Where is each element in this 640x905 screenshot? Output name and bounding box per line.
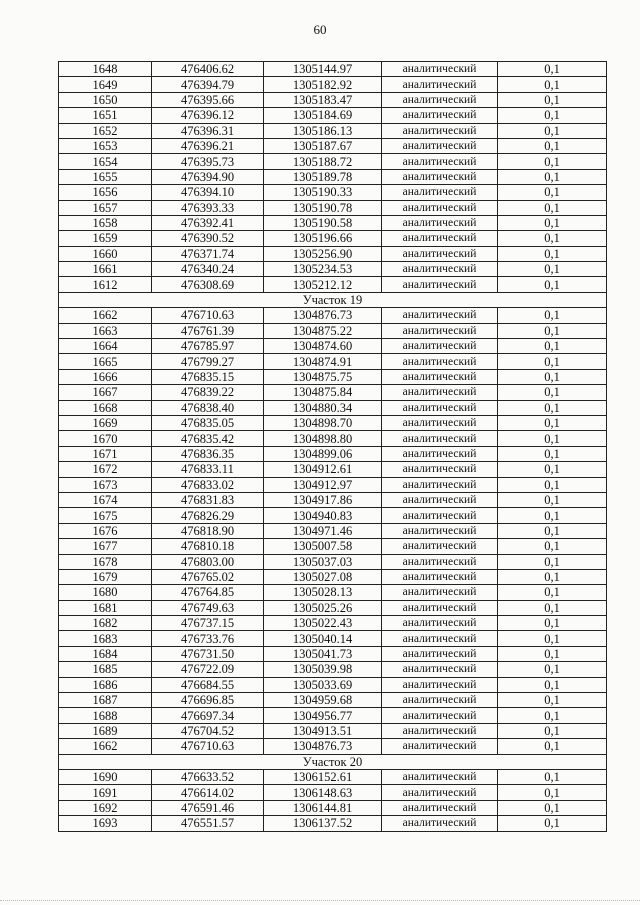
coordinates-table [58, 61, 607, 832]
accuracy-cell: 0,1 [498, 431, 607, 446]
section-header-row [59, 292, 607, 307]
accuracy-cell: 0,1 [498, 477, 607, 492]
y-coordinate-cell: 1305189.78 [264, 169, 382, 184]
point-number-cell: 1655 [59, 169, 152, 184]
point-number-cell: 1687 [59, 693, 152, 708]
method-cell: аналитический [382, 123, 498, 138]
method-cell: аналитический [382, 739, 498, 754]
table-row [59, 108, 607, 123]
point-number-cell: 1664 [59, 339, 152, 354]
y-coordinate-cell: 1305037.03 [264, 554, 382, 569]
y-coordinate-cell: 1305190.78 [264, 200, 382, 215]
point-number-cell: 1660 [59, 246, 152, 261]
accuracy-cell: 0,1 [498, 385, 607, 400]
y-coordinate-cell: 1305190.58 [264, 215, 382, 230]
point-number-cell: 1691 [59, 785, 152, 800]
method-cell: аналитический [382, 415, 498, 430]
y-coordinate-cell: 1304956.77 [264, 708, 382, 723]
y-coordinate-cell: 1304876.73 [264, 308, 382, 323]
method-cell: аналитический [382, 185, 498, 200]
y-coordinate-cell: 1305196.66 [264, 231, 382, 246]
y-coordinate-cell: 1304875.84 [264, 385, 382, 400]
x-coordinate-cell: 476835.05 [152, 415, 264, 430]
x-coordinate-cell: 476818.90 [152, 523, 264, 538]
table-row [59, 769, 607, 784]
table-row [59, 277, 607, 292]
x-coordinate-cell: 476396.31 [152, 123, 264, 138]
point-number-cell: 1650 [59, 92, 152, 107]
method-cell: аналитический [382, 492, 498, 507]
point-number-cell: 1654 [59, 154, 152, 169]
table-row [59, 354, 607, 369]
scan-edge-line [0, 900, 640, 901]
accuracy-cell: 0,1 [498, 92, 607, 107]
table-row [59, 369, 607, 384]
table-row [59, 185, 607, 200]
method-cell: аналитический [382, 62, 498, 77]
x-coordinate-cell: 476722.09 [152, 662, 264, 677]
method-cell: аналитический [382, 508, 498, 523]
method-cell: аналитический [382, 354, 498, 369]
accuracy-cell: 0,1 [498, 415, 607, 430]
x-coordinate-cell: 476696.85 [152, 693, 264, 708]
table-row [59, 446, 607, 461]
y-coordinate-cell: 1305025.26 [264, 600, 382, 615]
x-coordinate-cell: 476836.35 [152, 446, 264, 461]
x-coordinate-cell: 476340.24 [152, 262, 264, 277]
accuracy-cell: 0,1 [498, 492, 607, 507]
table-row [59, 400, 607, 415]
y-coordinate-cell: 1304898.80 [264, 431, 382, 446]
method-cell: аналитический [382, 323, 498, 338]
y-coordinate-cell: 1305144.97 [264, 62, 382, 77]
point-number-cell: 1692 [59, 800, 152, 815]
accuracy-cell: 0,1 [498, 323, 607, 338]
y-coordinate-cell: 1304899.06 [264, 446, 382, 461]
point-number-cell: 1693 [59, 816, 152, 831]
table-row [59, 169, 607, 184]
y-coordinate-cell: 1305187.67 [264, 138, 382, 153]
x-coordinate-cell: 476591.46 [152, 800, 264, 815]
y-coordinate-cell: 1305007.58 [264, 539, 382, 554]
table-row [59, 523, 607, 538]
y-coordinate-cell: 1305182.92 [264, 77, 382, 92]
method-cell: аналитический [382, 246, 498, 261]
method-cell: аналитический [382, 462, 498, 477]
accuracy-cell: 0,1 [498, 246, 607, 261]
point-number-cell: 1656 [59, 185, 152, 200]
method-cell: аналитический [382, 231, 498, 246]
table-row [59, 477, 607, 492]
accuracy-cell: 0,1 [498, 662, 607, 677]
point-number-cell: 1658 [59, 215, 152, 230]
point-number-cell: 1684 [59, 646, 152, 661]
accuracy-cell: 0,1 [498, 508, 607, 523]
y-coordinate-cell: 1304912.61 [264, 462, 382, 477]
accuracy-cell: 0,1 [498, 569, 607, 584]
x-coordinate-cell: 476731.50 [152, 646, 264, 661]
y-coordinate-cell: 1305184.69 [264, 108, 382, 123]
method-cell: аналитический [382, 816, 498, 831]
accuracy-cell: 0,1 [498, 123, 607, 138]
y-coordinate-cell: 1304913.51 [264, 723, 382, 738]
table-row [59, 508, 607, 523]
accuracy-cell: 0,1 [498, 154, 607, 169]
point-number-cell: 1649 [59, 77, 152, 92]
y-coordinate-cell: 1305033.69 [264, 677, 382, 692]
x-coordinate-cell: 476406.62 [152, 62, 264, 77]
point-number-cell: 1678 [59, 554, 152, 569]
x-coordinate-cell: 476396.12 [152, 108, 264, 123]
table-row [59, 154, 607, 169]
x-coordinate-cell: 476833.02 [152, 477, 264, 492]
table-row [59, 800, 607, 815]
method-cell: аналитический [382, 400, 498, 415]
method-cell: аналитический [382, 431, 498, 446]
x-coordinate-cell: 476394.90 [152, 169, 264, 184]
table-row [59, 123, 607, 138]
point-number-cell: 1677 [59, 539, 152, 554]
section-title: Участок 19 [59, 292, 607, 307]
accuracy-cell: 0,1 [498, 677, 607, 692]
accuracy-cell: 0,1 [498, 169, 607, 184]
table-row [59, 708, 607, 723]
y-coordinate-cell: 1306152.61 [264, 769, 382, 784]
table-row [59, 662, 607, 677]
accuracy-cell: 0,1 [498, 693, 607, 708]
x-coordinate-cell: 476308.69 [152, 277, 264, 292]
table-row [59, 785, 607, 800]
point-number-cell: 1669 [59, 415, 152, 430]
coordinates-table-body [59, 62, 607, 832]
x-coordinate-cell: 476803.00 [152, 554, 264, 569]
x-coordinate-cell: 476785.97 [152, 339, 264, 354]
x-coordinate-cell: 476839.22 [152, 385, 264, 400]
table-row [59, 262, 607, 277]
method-cell: аналитический [382, 200, 498, 215]
point-number-cell: 1688 [59, 708, 152, 723]
table-row [59, 215, 607, 230]
y-coordinate-cell: 1305234.53 [264, 262, 382, 277]
accuracy-cell: 0,1 [498, 215, 607, 230]
point-number-cell: 1679 [59, 569, 152, 584]
x-coordinate-cell: 476733.76 [152, 631, 264, 646]
x-coordinate-cell: 476614.02 [152, 785, 264, 800]
method-cell: аналитический [382, 569, 498, 584]
x-coordinate-cell: 476764.85 [152, 585, 264, 600]
x-coordinate-cell: 476394.79 [152, 77, 264, 92]
table-row [59, 385, 607, 400]
x-coordinate-cell: 476396.21 [152, 138, 264, 153]
point-number-cell: 1648 [59, 62, 152, 77]
method-cell: аналитический [382, 646, 498, 661]
y-coordinate-cell: 1305256.90 [264, 246, 382, 261]
accuracy-cell: 0,1 [498, 400, 607, 415]
x-coordinate-cell: 476826.29 [152, 508, 264, 523]
accuracy-cell: 0,1 [498, 108, 607, 123]
table-row [59, 600, 607, 615]
method-cell: аналитический [382, 616, 498, 631]
table-row [59, 616, 607, 631]
x-coordinate-cell: 476799.27 [152, 354, 264, 369]
y-coordinate-cell: 1306144.81 [264, 800, 382, 815]
method-cell: аналитический [382, 215, 498, 230]
method-cell: аналитический [382, 446, 498, 461]
accuracy-cell: 0,1 [498, 646, 607, 661]
point-number-cell: 1690 [59, 769, 152, 784]
method-cell: аналитический [382, 723, 498, 738]
accuracy-cell: 0,1 [498, 723, 607, 738]
x-coordinate-cell: 476835.42 [152, 431, 264, 446]
accuracy-cell: 0,1 [498, 277, 607, 292]
y-coordinate-cell: 1304875.22 [264, 323, 382, 338]
accuracy-cell: 0,1 [498, 446, 607, 461]
method-cell: аналитический [382, 708, 498, 723]
point-number-cell: 1612 [59, 277, 152, 292]
table-row [59, 323, 607, 338]
table-row [59, 492, 607, 507]
table-row [59, 308, 607, 323]
point-number-cell: 1661 [59, 262, 152, 277]
y-coordinate-cell: 1306148.63 [264, 785, 382, 800]
method-cell: аналитический [382, 339, 498, 354]
accuracy-cell: 0,1 [498, 585, 607, 600]
table-row [59, 539, 607, 554]
point-number-cell: 1668 [59, 400, 152, 415]
table-row [59, 200, 607, 215]
table-row [59, 339, 607, 354]
table-row [59, 554, 607, 569]
accuracy-cell: 0,1 [498, 339, 607, 354]
accuracy-cell: 0,1 [498, 354, 607, 369]
accuracy-cell: 0,1 [498, 138, 607, 153]
y-coordinate-cell: 1304912.97 [264, 477, 382, 492]
point-number-cell: 1685 [59, 662, 152, 677]
y-coordinate-cell: 1305186.13 [264, 123, 382, 138]
accuracy-cell: 0,1 [498, 62, 607, 77]
table-row [59, 693, 607, 708]
accuracy-cell: 0,1 [498, 462, 607, 477]
point-number-cell: 1665 [59, 354, 152, 369]
table-row [59, 677, 607, 692]
x-coordinate-cell: 476395.66 [152, 92, 264, 107]
x-coordinate-cell: 476710.63 [152, 308, 264, 323]
y-coordinate-cell: 1305188.72 [264, 154, 382, 169]
x-coordinate-cell: 476684.55 [152, 677, 264, 692]
accuracy-cell: 0,1 [498, 785, 607, 800]
method-cell: аналитический [382, 108, 498, 123]
point-number-cell: 1670 [59, 431, 152, 446]
table-row [59, 138, 607, 153]
accuracy-cell: 0,1 [498, 769, 607, 784]
y-coordinate-cell: 1304875.75 [264, 369, 382, 384]
y-coordinate-cell: 1305022.43 [264, 616, 382, 631]
x-coordinate-cell: 476392.41 [152, 215, 264, 230]
x-coordinate-cell: 476371.74 [152, 246, 264, 261]
section-title: Участок 20 [59, 754, 607, 769]
method-cell: аналитический [382, 277, 498, 292]
method-cell: аналитический [382, 308, 498, 323]
page-number: 60 [313, 22, 327, 37]
table-row [59, 246, 607, 261]
method-cell: аналитический [382, 600, 498, 615]
x-coordinate-cell: 476831.83 [152, 492, 264, 507]
table-row [59, 739, 607, 754]
table-row [59, 569, 607, 584]
method-cell: аналитический [382, 369, 498, 384]
y-coordinate-cell: 1305190.33 [264, 185, 382, 200]
method-cell: аналитический [382, 631, 498, 646]
x-coordinate-cell: 476761.39 [152, 323, 264, 338]
y-coordinate-cell: 1304874.60 [264, 339, 382, 354]
accuracy-cell: 0,1 [498, 308, 607, 323]
point-number-cell: 1682 [59, 616, 152, 631]
y-coordinate-cell: 1306137.52 [264, 816, 382, 831]
y-coordinate-cell: 1305028.13 [264, 585, 382, 600]
x-coordinate-cell: 476395.73 [152, 154, 264, 169]
method-cell: аналитический [382, 785, 498, 800]
y-coordinate-cell: 1305041.73 [264, 646, 382, 661]
point-number-cell: 1659 [59, 231, 152, 246]
point-number-cell: 1680 [59, 585, 152, 600]
x-coordinate-cell: 476704.52 [152, 723, 264, 738]
point-number-cell: 1681 [59, 600, 152, 615]
x-coordinate-cell: 476833.11 [152, 462, 264, 477]
method-cell: аналитический [382, 800, 498, 815]
method-cell: аналитический [382, 693, 498, 708]
method-cell: аналитический [382, 385, 498, 400]
x-coordinate-cell: 476551.57 [152, 816, 264, 831]
table-row [59, 62, 607, 77]
accuracy-cell: 0,1 [498, 77, 607, 92]
accuracy-cell: 0,1 [498, 800, 607, 815]
accuracy-cell: 0,1 [498, 231, 607, 246]
x-coordinate-cell: 476765.02 [152, 569, 264, 584]
x-coordinate-cell: 476810.18 [152, 539, 264, 554]
x-coordinate-cell: 476633.52 [152, 769, 264, 784]
point-number-cell: 1683 [59, 631, 152, 646]
point-number-cell: 1662 [59, 308, 152, 323]
accuracy-cell: 0,1 [498, 200, 607, 215]
method-cell: аналитический [382, 554, 498, 569]
x-coordinate-cell: 476838.40 [152, 400, 264, 415]
section-header-row [59, 754, 607, 769]
table-row [59, 723, 607, 738]
method-cell: аналитический [382, 92, 498, 107]
method-cell: аналитический [382, 477, 498, 492]
point-number-cell: 1686 [59, 677, 152, 692]
point-number-cell: 1657 [59, 200, 152, 215]
accuracy-cell: 0,1 [498, 739, 607, 754]
table-row [59, 231, 607, 246]
point-number-cell: 1676 [59, 523, 152, 538]
method-cell: аналитический [382, 677, 498, 692]
x-coordinate-cell: 476393.33 [152, 200, 264, 215]
accuracy-cell: 0,1 [498, 262, 607, 277]
point-number-cell: 1663 [59, 323, 152, 338]
y-coordinate-cell: 1305027.08 [264, 569, 382, 584]
method-cell: аналитический [382, 585, 498, 600]
point-number-cell: 1652 [59, 123, 152, 138]
point-number-cell: 1675 [59, 508, 152, 523]
accuracy-cell: 0,1 [498, 600, 607, 615]
point-number-cell: 1662 [59, 739, 152, 754]
accuracy-cell: 0,1 [498, 369, 607, 384]
accuracy-cell: 0,1 [498, 816, 607, 831]
accuracy-cell: 0,1 [498, 185, 607, 200]
point-number-cell: 1672 [59, 462, 152, 477]
method-cell: аналитический [382, 154, 498, 169]
y-coordinate-cell: 1305040.14 [264, 631, 382, 646]
point-number-cell: 1673 [59, 477, 152, 492]
accuracy-cell: 0,1 [498, 523, 607, 538]
y-coordinate-cell: 1304959.68 [264, 693, 382, 708]
table-row [59, 415, 607, 430]
x-coordinate-cell: 476394.10 [152, 185, 264, 200]
method-cell: аналитический [382, 138, 498, 153]
x-coordinate-cell: 476390.52 [152, 231, 264, 246]
x-coordinate-cell: 476749.63 [152, 600, 264, 615]
y-coordinate-cell: 1304940.83 [264, 508, 382, 523]
point-number-cell: 1671 [59, 446, 152, 461]
accuracy-cell: 0,1 [498, 539, 607, 554]
method-cell: аналитический [382, 769, 498, 784]
table-row [59, 585, 607, 600]
point-number-cell: 1667 [59, 385, 152, 400]
accuracy-cell: 0,1 [498, 616, 607, 631]
y-coordinate-cell: 1304876.73 [264, 739, 382, 754]
y-coordinate-cell: 1304874.91 [264, 354, 382, 369]
method-cell: аналитический [382, 169, 498, 184]
y-coordinate-cell: 1305212.12 [264, 277, 382, 292]
method-cell: аналитический [382, 539, 498, 554]
accuracy-cell: 0,1 [498, 631, 607, 646]
table-row [59, 77, 607, 92]
table-row [59, 631, 607, 646]
point-number-cell: 1689 [59, 723, 152, 738]
table-row [59, 462, 607, 477]
accuracy-cell: 0,1 [498, 554, 607, 569]
table-row [59, 646, 607, 661]
point-number-cell: 1666 [59, 369, 152, 384]
method-cell: аналитический [382, 523, 498, 538]
y-coordinate-cell: 1304917.86 [264, 492, 382, 507]
table-row [59, 816, 607, 831]
method-cell: аналитический [382, 262, 498, 277]
accuracy-cell: 0,1 [498, 708, 607, 723]
point-number-cell: 1674 [59, 492, 152, 507]
x-coordinate-cell: 476710.63 [152, 739, 264, 754]
y-coordinate-cell: 1305039.98 [264, 662, 382, 677]
x-coordinate-cell: 476835.15 [152, 369, 264, 384]
x-coordinate-cell: 476697.34 [152, 708, 264, 723]
y-coordinate-cell: 1304971.46 [264, 523, 382, 538]
method-cell: аналитический [382, 662, 498, 677]
x-coordinate-cell: 476737.15 [152, 616, 264, 631]
method-cell: аналитический [382, 77, 498, 92]
y-coordinate-cell: 1304898.70 [264, 415, 382, 430]
y-coordinate-cell: 1305183.47 [264, 92, 382, 107]
point-number-cell: 1651 [59, 108, 152, 123]
table-row [59, 431, 607, 446]
table-row [59, 92, 607, 107]
point-number-cell: 1653 [59, 138, 152, 153]
y-coordinate-cell: 1304880.34 [264, 400, 382, 415]
